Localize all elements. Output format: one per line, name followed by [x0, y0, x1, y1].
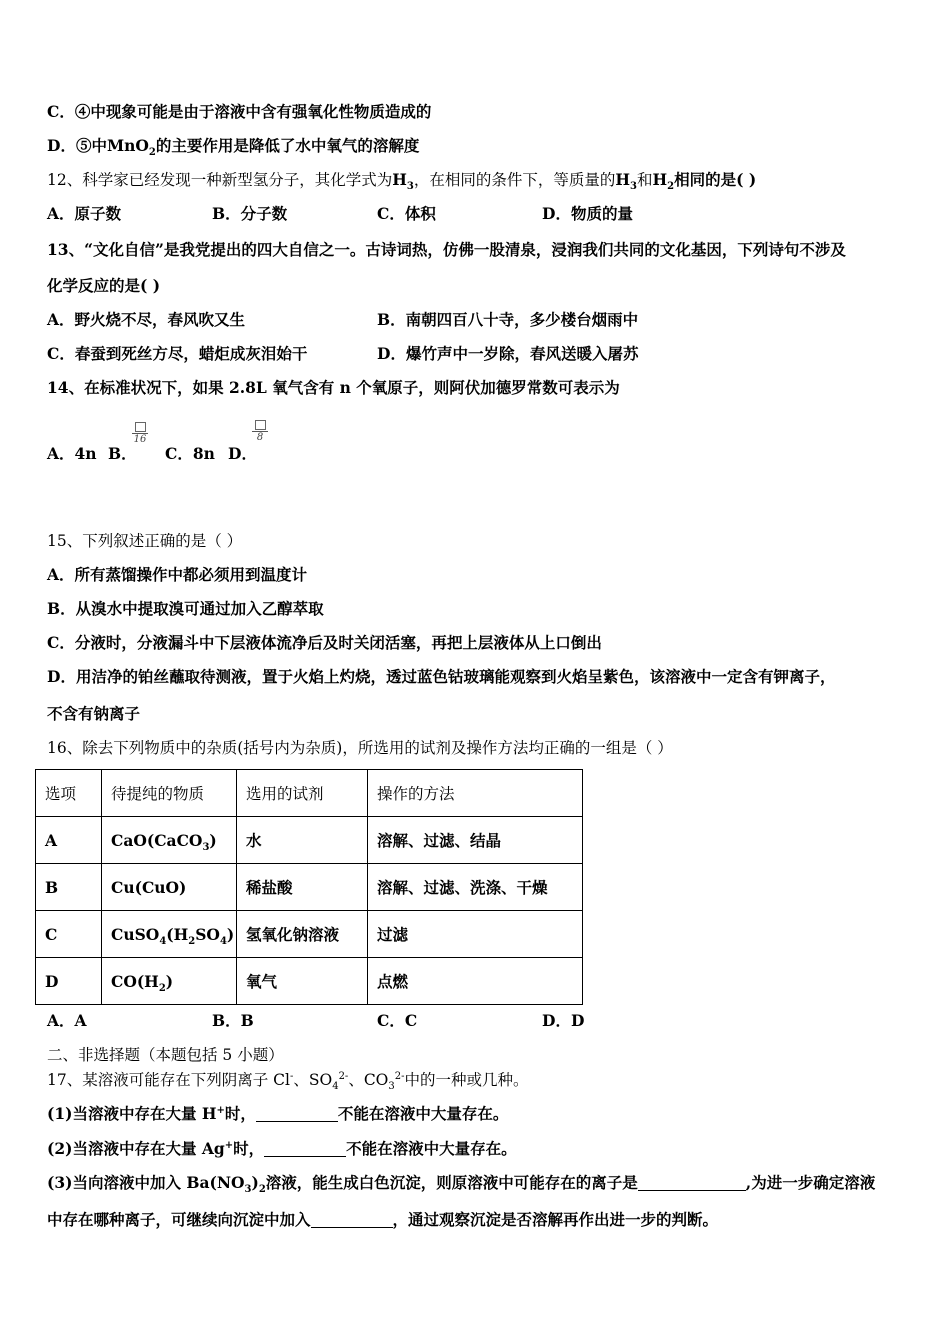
q13-option-d: D．爆竹声中一岁除，春风送暖入屠苏 — [377, 344, 639, 363]
table-cell-substance: Cu(CuO) — [102, 864, 237, 911]
q14-fraction-b: 16 — [132, 422, 148, 445]
table-header-cell: 选用的试剂 — [237, 770, 368, 817]
table-cell-method: 溶解、过滤、洗涤、干燥 — [368, 864, 583, 911]
table-cell-option: D — [36, 958, 102, 1005]
q11-option-c: C．④中现象可能是由于溶液中含有强氧化性物质造成的 — [47, 102, 432, 121]
answer-blank[interactable] — [256, 1105, 338, 1122]
q16-stem: 16、除去下列物质中的杂质(括号内为杂质)，所选用的试剂及操作方法均正确的一组是（ ） — [47, 739, 673, 757]
table-cell-reagent: 氧气 — [237, 958, 368, 1005]
q12-option-c: C．体积 — [377, 204, 436, 223]
q15-option-d-line2: 不含有钠离子 — [47, 704, 141, 723]
table-row — [36, 911, 583, 958]
table-row — [36, 958, 583, 1005]
table-cell-reagent: 氢氧化钠溶液 — [237, 911, 368, 958]
table-header-cell: 待提纯的物质 — [102, 770, 237, 817]
q14-stem: 14、在标准状况下，如果 2.8L 氧气含有 n 个氧原子，则阿伏加德罗常数可表示为 — [47, 378, 620, 397]
table-cell-method: 点燃 — [368, 958, 583, 1005]
table-header-cell: 操作的方法 — [368, 770, 583, 817]
q15-option-c: C．分液时，分液漏斗中下层液体流净后及时关闭活塞，再把上层液体从上口倒出 — [47, 633, 602, 652]
table-cell-method: 过滤 — [368, 911, 583, 958]
answer-blank[interactable] — [311, 1211, 393, 1228]
q17-part1: (1)当溶液中存在大量 H+时， 不能在溶液中大量存在。 — [47, 1104, 509, 1123]
q15-option-b: B．从溴水中提取溴可通过加入乙醇萃取 — [47, 599, 324, 618]
table-cell-option: A — [36, 817, 102, 864]
table-cell-option: B — [36, 864, 102, 911]
q16-option-d: D．D — [542, 1011, 585, 1030]
q17-part2: (2)当溶液中存在大量 Ag+时， 不能在溶液中大量存在。 — [47, 1139, 517, 1158]
q12-option-a: A．原子数 — [47, 204, 122, 223]
q13-stem-line1: 13、“文化自信”是我党提出的四大自信之一。古诗词热，仿佛一股清泉，浸润我们共同的文化基因，下列诗句不涉及 — [47, 240, 846, 259]
q14-fraction-d: 8 — [252, 420, 268, 443]
q11-option-d: D．⑤中MnO$_2$的主要作用是降低了水中氧气的溶解度 — [47, 136, 420, 159]
q14-option-a: A．4n — [47, 444, 97, 463]
q17-part3-line2: 中存在哪种离子，可继续向沉淀中加入 ，通过观察沉淀是否溶解再作出进一步的判断。 — [47, 1210, 719, 1229]
q14-option-b: B． — [108, 444, 137, 463]
table-header-cell: 选项 — [36, 770, 102, 817]
table-cell-option: C — [36, 911, 102, 958]
table-cell-method: 溶解、过滤、结晶 — [368, 817, 583, 864]
q16-table — [35, 769, 583, 1005]
table-row — [36, 817, 583, 864]
table-cell-reagent: 水 — [237, 817, 368, 864]
table-cell-substance: CaO(CaCO$_3$) — [102, 817, 237, 864]
q15-option-a: A．所有蒸馏操作中都必须用到温度计 — [47, 565, 308, 584]
q15-stem: 15、下列叙述正确的是（ ） — [47, 532, 243, 550]
table-cell-reagent: 稀盐酸 — [237, 864, 368, 911]
q16-option-a: A．A — [47, 1011, 87, 1030]
table-header-row — [36, 770, 583, 817]
q12-option-d: D．物质的量 — [542, 204, 633, 223]
q13-stem-line2: 化学反应的是( ) — [47, 276, 161, 295]
q12-stem: 12、科学家已经发现一种新型氢分子，其化学式为$H_3$，在相同的条件下，等质量的$H_3$和$H_2$相同的是( ) — [47, 170, 757, 193]
q15-option-d-line1: D．用洁净的铂丝蘸取待测液，置于火焰上灼烧，透过蓝色钴玻璃能观察到火焰呈紫色，该溶液中一定含有钾离子， — [47, 667, 836, 686]
answer-blank[interactable] — [264, 1140, 346, 1157]
section-heading: 二、非选择题（本题包括 5 小题） — [47, 1046, 284, 1064]
table-cell-substance: $CuSO_4(H_2SO_4)$ — [102, 911, 237, 958]
q16-option-b: B．B — [212, 1011, 254, 1030]
q12-option-b: B．分子数 — [212, 204, 288, 223]
q17-part3-line1: (3)当向溶液中加入 $Ba(NO_3)_2$溶液，能生成白色沉淀，则原溶液中可能存在的离子是 ,为进一步确定溶液 — [47, 1173, 876, 1196]
q13-option-a: A．野火烧不尽，春风吹又生 — [47, 310, 246, 329]
answer-blank[interactable] — [638, 1174, 746, 1191]
q13-option-b: B．南朝四百八十寺，多少楼台烟雨中 — [377, 310, 639, 329]
q14-option-d: D． — [228, 444, 257, 463]
q16-option-c: C．C — [377, 1011, 418, 1030]
table-row — [36, 864, 583, 911]
q17-stem: 17、某溶液可能存在下列阴离子 Cl-、$SO_4^{2-}$、$CO_3^{2-}$中的一种或几种。 — [47, 1070, 529, 1093]
q13-option-c: C．春蚕到死丝方尽，蜡炬成灰泪始干 — [47, 344, 308, 363]
table-cell-substance: $CO(H_2)$ — [102, 958, 237, 1005]
q14-option-c: C．8n — [165, 444, 215, 463]
